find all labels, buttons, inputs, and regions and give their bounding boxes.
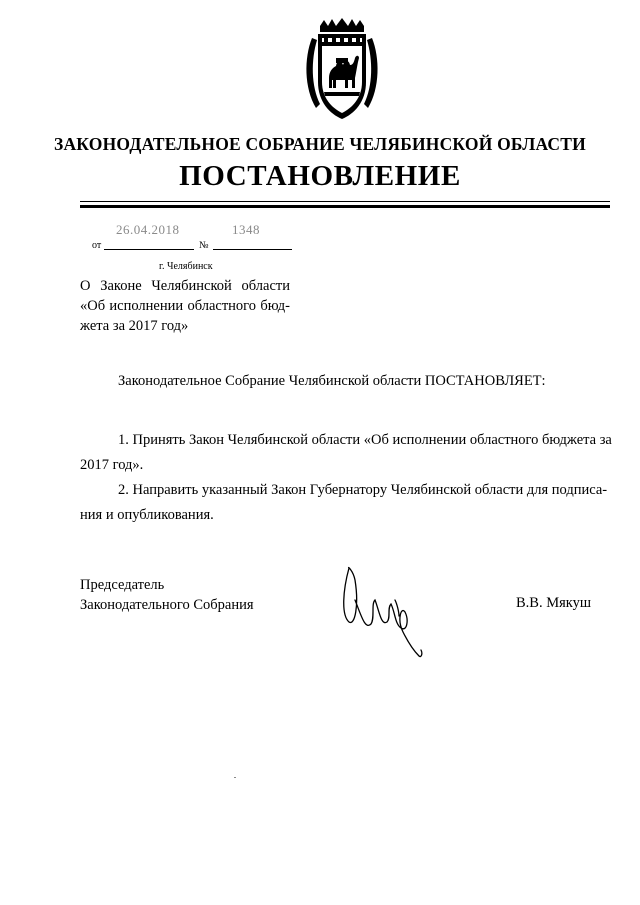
header-rule-thin [80, 201, 610, 202]
handwritten-signature-icon [335, 560, 435, 665]
number-prefix-label: № [199, 240, 209, 251]
date-prefix-label: от [92, 240, 102, 251]
subject-line: «Об исполнении областного бюд- [80, 298, 290, 314]
signer-title [80, 575, 254, 615]
number-stamp: 1348 [232, 222, 260, 237]
number-underline [213, 249, 292, 250]
header-rule-thick [80, 205, 610, 208]
item-line: 1. Принять Закон Челябинской области «Об исполнении областного бюджета за [118, 432, 612, 448]
signer-title-line: Законодательного Собрания [80, 597, 254, 613]
subject-line: жета за 2017 год» [80, 318, 189, 334]
resolution-intro: Законодательное Собрание Челябинской области ПОСТАНОВЛЯЕТ: [118, 373, 546, 389]
city-label: г. Челябинск [159, 261, 213, 272]
date-stamp: 26.04.2018 [116, 222, 180, 237]
coat-of-arms-icon [302, 18, 382, 123]
resolution-item-1 [80, 428, 610, 478]
item-line: 2017 год». [80, 457, 144, 473]
document-subject [80, 276, 290, 336]
signer-name: В.В. Мякуш [516, 595, 592, 611]
resolution-item-2 [80, 478, 610, 528]
item-line: ния и опубликования. [80, 507, 214, 523]
scan-speck [234, 777, 236, 778]
date-underline [104, 249, 194, 250]
signer-title-line: Председатель [80, 577, 165, 593]
subject-line: О Законе Челябинской области [80, 278, 290, 294]
document-type-heading: ПОСТАНОВЛЕНИЕ [179, 160, 461, 192]
organization-title: ЗАКОНОДАТЕЛЬНОЕ СОБРАНИЕ ЧЕЛЯБИНСКОЙ ОБЛАСТИ [54, 134, 586, 154]
item-line: 2. Направить указанный Закон Губернатору Челябинской области для подписа- [118, 482, 608, 498]
